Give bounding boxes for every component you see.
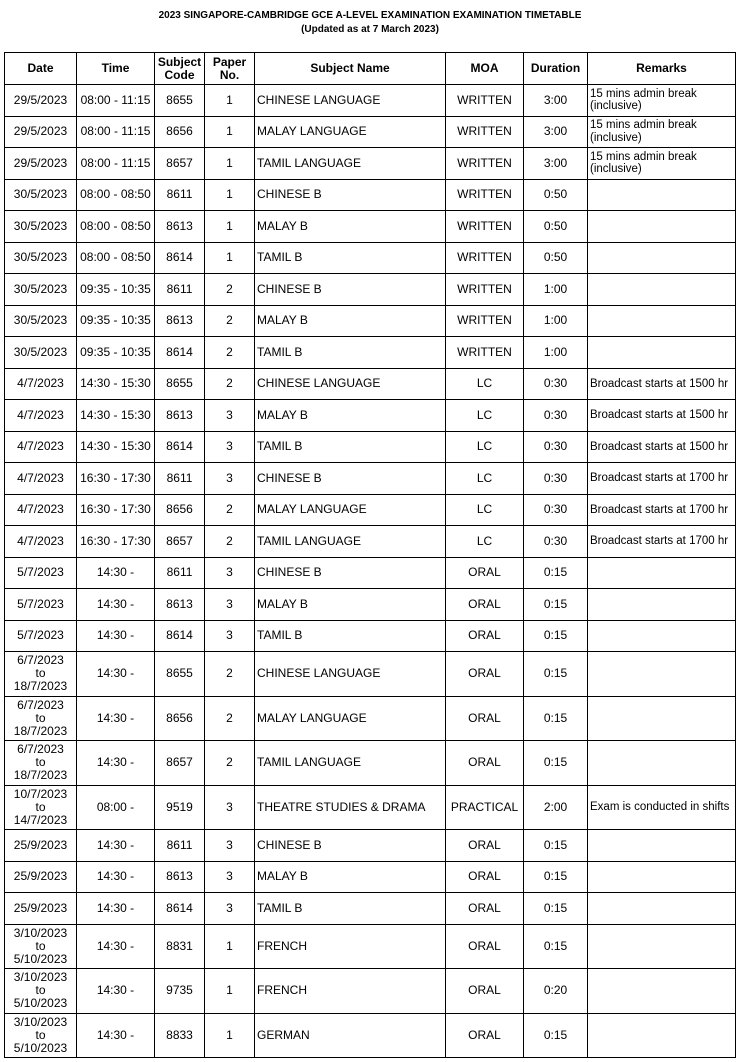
paper-no-cell: 3 bbox=[205, 463, 255, 495]
time-cell: 08:00 - 11:15 bbox=[77, 148, 155, 180]
paper-no-cell: 2 bbox=[205, 494, 255, 526]
remarks-cell: 15 mins admin break (inclusive) bbox=[588, 148, 736, 180]
table-row bbox=[5, 211, 736, 243]
subject-name-cell: TAMIL B bbox=[255, 893, 446, 925]
remarks-cell: Broadcast starts at 1700 hr bbox=[588, 494, 736, 526]
remarks-cell bbox=[588, 830, 736, 862]
remarks-cell bbox=[588, 589, 736, 621]
subject-code-cell: 8657 bbox=[155, 526, 205, 558]
subject-code-cell: 8656 bbox=[155, 696, 205, 741]
moa-cell: LC bbox=[446, 400, 524, 432]
remarks-cell bbox=[588, 924, 736, 969]
paper-no-cell: 1 bbox=[205, 969, 255, 1014]
time-cell: 14:30 - bbox=[77, 696, 155, 741]
subject-name-cell: TAMIL LANGUAGE bbox=[255, 741, 446, 786]
duration-cell: 1:00 bbox=[524, 337, 588, 369]
time-cell: 14:30 - bbox=[77, 557, 155, 589]
duration-cell: 0:15 bbox=[524, 589, 588, 621]
subject-name-cell: FRENCH bbox=[255, 924, 446, 969]
paper-no-cell: 3 bbox=[205, 589, 255, 621]
moa-cell: WRITTEN bbox=[446, 148, 524, 180]
time-cell: 08:00 - 08:50 bbox=[77, 179, 155, 211]
subject-code-cell: 8655 bbox=[155, 368, 205, 400]
table-row bbox=[5, 368, 736, 400]
table-row bbox=[5, 526, 736, 558]
time-cell: 08:00 - 08:50 bbox=[77, 211, 155, 243]
paper-no-cell: 2 bbox=[205, 696, 255, 741]
time-cell: 08:00 - 08:50 bbox=[77, 242, 155, 274]
subject-code-cell: 8611 bbox=[155, 463, 205, 495]
remarks-cell: Broadcast starts at 1700 hr bbox=[588, 526, 736, 558]
time-cell: 14:30 - bbox=[77, 620, 155, 652]
moa-cell: ORAL bbox=[446, 589, 524, 621]
moa-cell: ORAL bbox=[446, 830, 524, 862]
subject-name-cell: MALAY B bbox=[255, 211, 446, 243]
subject-name-cell: CHINESE LANGUAGE bbox=[255, 368, 446, 400]
remarks-cell bbox=[588, 337, 736, 369]
remarks-cell bbox=[588, 557, 736, 589]
moa-cell: PRACTICAL bbox=[446, 785, 524, 830]
table-row bbox=[5, 116, 736, 148]
remarks-cell bbox=[588, 969, 736, 1014]
subject-code-cell: 8613 bbox=[155, 861, 205, 893]
date-cell: 25/9/2023 bbox=[5, 830, 77, 862]
subject-code-cell: 8655 bbox=[155, 85, 205, 117]
subject-name-cell: CHINESE LANGUAGE bbox=[255, 652, 446, 697]
paper-no-cell: 1 bbox=[205, 924, 255, 969]
remarks-cell bbox=[588, 861, 736, 893]
remarks-cell: 15 mins admin break (inclusive) bbox=[588, 116, 736, 148]
subject-name-cell: CHINESE B bbox=[255, 179, 446, 211]
subject-name-cell: MALAY B bbox=[255, 861, 446, 893]
paper-no-cell: 3 bbox=[205, 830, 255, 862]
paper-no-cell: 1 bbox=[205, 211, 255, 243]
paper-no-cell: 3 bbox=[205, 557, 255, 589]
subject-name-cell: TAMIL B bbox=[255, 620, 446, 652]
subject-code-cell: 8657 bbox=[155, 741, 205, 786]
duration-cell: 0:30 bbox=[524, 431, 588, 463]
moa-cell: LC bbox=[446, 431, 524, 463]
date-cell: 30/5/2023 bbox=[5, 337, 77, 369]
subject-code-cell: 8613 bbox=[155, 589, 205, 621]
header-paper-no: Paper No. bbox=[205, 53, 255, 85]
paper-no-cell: 3 bbox=[205, 400, 255, 432]
duration-cell: 0:30 bbox=[524, 463, 588, 495]
header-remarks: Remarks bbox=[588, 53, 736, 85]
paper-no-cell: 2 bbox=[205, 337, 255, 369]
duration-cell: 0:20 bbox=[524, 969, 588, 1014]
paper-no-cell: 2 bbox=[205, 526, 255, 558]
duration-cell: 0:15 bbox=[524, 557, 588, 589]
remarks-cell: Broadcast starts at 1500 hr bbox=[588, 400, 736, 432]
subject-code-cell: 8614 bbox=[155, 620, 205, 652]
page-subtitle: (Updated as at 7 March 2023) bbox=[301, 24, 439, 35]
table-row bbox=[5, 652, 736, 697]
remarks-cell bbox=[588, 893, 736, 925]
duration-cell: 1:00 bbox=[524, 274, 588, 306]
paper-no-cell: 3 bbox=[205, 620, 255, 652]
paper-no-cell: 1 bbox=[205, 179, 255, 211]
moa-cell: WRITTEN bbox=[446, 85, 524, 117]
date-cell: 30/5/2023 bbox=[5, 179, 77, 211]
moa-cell: WRITTEN bbox=[446, 242, 524, 274]
paper-no-cell: 1 bbox=[205, 116, 255, 148]
moa-cell: ORAL bbox=[446, 924, 524, 969]
paper-no-cell: 1 bbox=[205, 85, 255, 117]
table-row bbox=[5, 1013, 736, 1058]
time-cell: 14:30 - 15:30 bbox=[77, 368, 155, 400]
duration-cell: 0:30 bbox=[524, 400, 588, 432]
duration-cell: 0:30 bbox=[524, 526, 588, 558]
subject-code-cell: 9735 bbox=[155, 969, 205, 1014]
table-row bbox=[5, 589, 736, 621]
duration-cell: 0:50 bbox=[524, 211, 588, 243]
paper-no-cell: 2 bbox=[205, 741, 255, 786]
table-row bbox=[5, 557, 736, 589]
header-moa: MOA bbox=[446, 53, 524, 85]
subject-code-cell: 8833 bbox=[155, 1013, 205, 1058]
moa-cell: LC bbox=[446, 368, 524, 400]
table-row bbox=[5, 494, 736, 526]
subject-code-cell: 8614 bbox=[155, 431, 205, 463]
date-cell: 5/7/2023 bbox=[5, 620, 77, 652]
time-cell: 14:30 - 15:30 bbox=[77, 431, 155, 463]
table-row bbox=[5, 148, 736, 180]
remarks-cell bbox=[588, 741, 736, 786]
timetable-body bbox=[5, 85, 736, 1058]
subject-code-cell: 8611 bbox=[155, 830, 205, 862]
time-cell: 14:30 - bbox=[77, 652, 155, 697]
duration-cell: 0:15 bbox=[524, 830, 588, 862]
moa-cell: LC bbox=[446, 494, 524, 526]
time-cell: 14:30 - bbox=[77, 969, 155, 1014]
date-cell: 4/7/2023 bbox=[5, 494, 77, 526]
remarks-cell bbox=[588, 620, 736, 652]
subject-name-cell: MALAY LANGUAGE bbox=[255, 494, 446, 526]
subject-name-cell: TAMIL B bbox=[255, 337, 446, 369]
duration-cell: 1:00 bbox=[524, 305, 588, 337]
subject-code-cell: 8655 bbox=[155, 652, 205, 697]
paper-no-cell: 1 bbox=[205, 1013, 255, 1058]
table-row bbox=[5, 463, 736, 495]
table-row bbox=[5, 620, 736, 652]
moa-cell: ORAL bbox=[446, 620, 524, 652]
remarks-cell bbox=[588, 696, 736, 741]
duration-cell: 0:50 bbox=[524, 179, 588, 211]
date-cell: 6/7/2023 to 18/7/2023 bbox=[5, 741, 77, 786]
date-cell: 6/7/2023 to 18/7/2023 bbox=[5, 696, 77, 741]
time-cell: 08:00 - 11:15 bbox=[77, 116, 155, 148]
remarks-cell: Broadcast starts at 1500 hr bbox=[588, 368, 736, 400]
moa-cell: WRITTEN bbox=[446, 337, 524, 369]
table-row bbox=[5, 274, 736, 306]
subject-name-cell: MALAY B bbox=[255, 400, 446, 432]
paper-no-cell: 3 bbox=[205, 431, 255, 463]
date-cell: 3/10/2023 to 5/10/2023 bbox=[5, 1013, 77, 1058]
remarks-cell: Exam is conducted in shifts bbox=[588, 785, 736, 830]
date-cell: 25/9/2023 bbox=[5, 861, 77, 893]
header-row bbox=[5, 53, 736, 85]
date-cell: 30/5/2023 bbox=[5, 305, 77, 337]
header-subject-code: Subject Code bbox=[155, 53, 205, 85]
table-row bbox=[5, 179, 736, 211]
table-row bbox=[5, 861, 736, 893]
time-cell: 08:00 - bbox=[77, 785, 155, 830]
duration-cell: 0:15 bbox=[524, 741, 588, 786]
date-cell: 29/5/2023 bbox=[5, 148, 77, 180]
paper-no-cell: 2 bbox=[205, 368, 255, 400]
date-cell: 3/10/2023 to 5/10/2023 bbox=[5, 924, 77, 969]
subject-code-cell: 8614 bbox=[155, 242, 205, 274]
time-cell: 09:35 - 10:35 bbox=[77, 305, 155, 337]
subject-name-cell: MALAY LANGUAGE bbox=[255, 696, 446, 741]
remarks-cell bbox=[588, 179, 736, 211]
duration-cell: 0:15 bbox=[524, 861, 588, 893]
date-cell: 29/5/2023 bbox=[5, 116, 77, 148]
subject-name-cell: CHINESE B bbox=[255, 274, 446, 306]
table-row bbox=[5, 830, 736, 862]
moa-cell: ORAL bbox=[446, 652, 524, 697]
subject-code-cell: 8611 bbox=[155, 557, 205, 589]
date-cell: 4/7/2023 bbox=[5, 368, 77, 400]
subject-code-cell: 8611 bbox=[155, 274, 205, 306]
moa-cell: ORAL bbox=[446, 741, 524, 786]
subject-name-cell: TAMIL LANGUAGE bbox=[255, 148, 446, 180]
paper-no-cell: 2 bbox=[205, 274, 255, 306]
remarks-cell: 15 mins admin break (inclusive) bbox=[588, 85, 736, 117]
date-cell: 4/7/2023 bbox=[5, 400, 77, 432]
duration-cell: 0:30 bbox=[524, 494, 588, 526]
remarks-cell bbox=[588, 652, 736, 697]
moa-cell: ORAL bbox=[446, 893, 524, 925]
date-cell: 5/7/2023 bbox=[5, 589, 77, 621]
subject-name-cell: CHINESE B bbox=[255, 557, 446, 589]
header-duration: Duration bbox=[524, 53, 588, 85]
duration-cell: 0:15 bbox=[524, 1013, 588, 1058]
subject-name-cell: MALAY LANGUAGE bbox=[255, 116, 446, 148]
time-cell: 14:30 - bbox=[77, 589, 155, 621]
paper-no-cell: 1 bbox=[205, 148, 255, 180]
date-cell: 25/9/2023 bbox=[5, 893, 77, 925]
date-cell: 29/5/2023 bbox=[5, 85, 77, 117]
paper-no-cell: 2 bbox=[205, 652, 255, 697]
subject-name-cell: CHINESE B bbox=[255, 463, 446, 495]
moa-cell: ORAL bbox=[446, 557, 524, 589]
time-cell: 16:30 - 17:30 bbox=[77, 494, 155, 526]
remarks-cell bbox=[588, 305, 736, 337]
duration-cell: 3:00 bbox=[524, 116, 588, 148]
date-cell: 4/7/2023 bbox=[5, 526, 77, 558]
time-cell: 16:30 - 17:30 bbox=[77, 463, 155, 495]
duration-cell: 3:00 bbox=[524, 85, 588, 117]
table-row bbox=[5, 431, 736, 463]
remarks-cell bbox=[588, 1013, 736, 1058]
table-row bbox=[5, 696, 736, 741]
moa-cell: ORAL bbox=[446, 696, 524, 741]
subject-code-cell: 8656 bbox=[155, 116, 205, 148]
subject-code-cell: 8613 bbox=[155, 305, 205, 337]
time-cell: 14:30 - bbox=[77, 924, 155, 969]
subject-code-cell: 9519 bbox=[155, 785, 205, 830]
date-cell: 4/7/2023 bbox=[5, 431, 77, 463]
duration-cell: 0:15 bbox=[524, 696, 588, 741]
subject-code-cell: 8613 bbox=[155, 211, 205, 243]
subject-name-cell: GERMAN bbox=[255, 1013, 446, 1058]
subject-code-cell: 8656 bbox=[155, 494, 205, 526]
time-cell: 14:30 - bbox=[77, 741, 155, 786]
moa-cell: WRITTEN bbox=[446, 211, 524, 243]
page-title: 2023 SINGAPORE-CAMBRIDGE GCE A-LEVEL EXAMINATION EXAMINATION TIMETABLE bbox=[158, 10, 582, 21]
duration-cell: 0:30 bbox=[524, 368, 588, 400]
time-cell: 08:00 - 11:15 bbox=[77, 85, 155, 117]
remarks-cell: Broadcast starts at 1500 hr bbox=[588, 431, 736, 463]
paper-no-cell: 2 bbox=[205, 305, 255, 337]
subject-code-cell: 8614 bbox=[155, 337, 205, 369]
date-cell: 30/5/2023 bbox=[5, 242, 77, 274]
paper-no-cell: 3 bbox=[205, 893, 255, 925]
subject-name-cell: MALAY B bbox=[255, 589, 446, 621]
header-date: Date bbox=[5, 53, 77, 85]
subject-name-cell: FRENCH bbox=[255, 969, 446, 1014]
subject-name-cell: MALAY B bbox=[255, 305, 446, 337]
subject-code-cell: 8831 bbox=[155, 924, 205, 969]
time-cell: 09:35 - 10:35 bbox=[77, 337, 155, 369]
table-row bbox=[5, 400, 736, 432]
table-row bbox=[5, 893, 736, 925]
table-row bbox=[5, 741, 736, 786]
remarks-cell bbox=[588, 274, 736, 306]
remarks-cell: Broadcast starts at 1700 hr bbox=[588, 463, 736, 495]
table-row bbox=[5, 85, 736, 117]
table-row bbox=[5, 969, 736, 1014]
paper-no-cell: 1 bbox=[205, 242, 255, 274]
timetable bbox=[4, 52, 736, 1058]
time-cell: 14:30 - 15:30 bbox=[77, 400, 155, 432]
duration-cell: 0:15 bbox=[524, 893, 588, 925]
table-row bbox=[5, 924, 736, 969]
moa-cell: ORAL bbox=[446, 969, 524, 1014]
remarks-cell bbox=[588, 242, 736, 274]
time-cell: 16:30 - 17:30 bbox=[77, 526, 155, 558]
subject-name-cell: CHINESE LANGUAGE bbox=[255, 85, 446, 117]
time-cell: 14:30 - bbox=[77, 1013, 155, 1058]
table-row bbox=[5, 785, 736, 830]
subject-code-cell: 8611 bbox=[155, 179, 205, 211]
subject-code-cell: 8614 bbox=[155, 893, 205, 925]
paper-no-cell: 3 bbox=[205, 861, 255, 893]
paper-no-cell: 3 bbox=[205, 785, 255, 830]
table-row bbox=[5, 337, 736, 369]
subject-name-cell: CHINESE B bbox=[255, 830, 446, 862]
moa-cell: ORAL bbox=[446, 1013, 524, 1058]
time-cell: 14:30 - bbox=[77, 861, 155, 893]
duration-cell: 0:15 bbox=[524, 924, 588, 969]
time-cell: 14:30 - bbox=[77, 893, 155, 925]
date-cell: 3/10/2023 to 5/10/2023 bbox=[5, 969, 77, 1014]
moa-cell: ORAL bbox=[446, 861, 524, 893]
moa-cell: WRITTEN bbox=[446, 274, 524, 306]
date-cell: 10/7/2023 to 14/7/2023 bbox=[5, 785, 77, 830]
subject-name-cell: TAMIL B bbox=[255, 431, 446, 463]
moa-cell: WRITTEN bbox=[446, 179, 524, 211]
duration-cell: 0:15 bbox=[524, 620, 588, 652]
moa-cell: LC bbox=[446, 463, 524, 495]
date-cell: 30/5/2023 bbox=[5, 274, 77, 306]
subject-code-cell: 8613 bbox=[155, 400, 205, 432]
duration-cell: 3:00 bbox=[524, 148, 588, 180]
moa-cell: WRITTEN bbox=[446, 305, 524, 337]
date-cell: 30/5/2023 bbox=[5, 211, 77, 243]
subject-name-cell: TAMIL B bbox=[255, 242, 446, 274]
subject-code-cell: 8657 bbox=[155, 148, 205, 180]
header-subject-name: Subject Name bbox=[255, 53, 446, 85]
subject-name-cell: THEATRE STUDIES & DRAMA bbox=[255, 785, 446, 830]
table-row bbox=[5, 305, 736, 337]
date-cell: 6/7/2023 to 18/7/2023 bbox=[5, 652, 77, 697]
date-cell: 4/7/2023 bbox=[5, 463, 77, 495]
remarks-cell bbox=[588, 211, 736, 243]
time-cell: 14:30 - bbox=[77, 830, 155, 862]
time-cell: 09:35 - 10:35 bbox=[77, 274, 155, 306]
duration-cell: 0:50 bbox=[524, 242, 588, 274]
moa-cell: LC bbox=[446, 526, 524, 558]
duration-cell: 0:15 bbox=[524, 652, 588, 697]
table-row bbox=[5, 242, 736, 274]
moa-cell: WRITTEN bbox=[446, 116, 524, 148]
header-time: Time bbox=[77, 53, 155, 85]
subject-name-cell: TAMIL LANGUAGE bbox=[255, 526, 446, 558]
date-cell: 5/7/2023 bbox=[5, 557, 77, 589]
duration-cell: 2:00 bbox=[524, 785, 588, 830]
